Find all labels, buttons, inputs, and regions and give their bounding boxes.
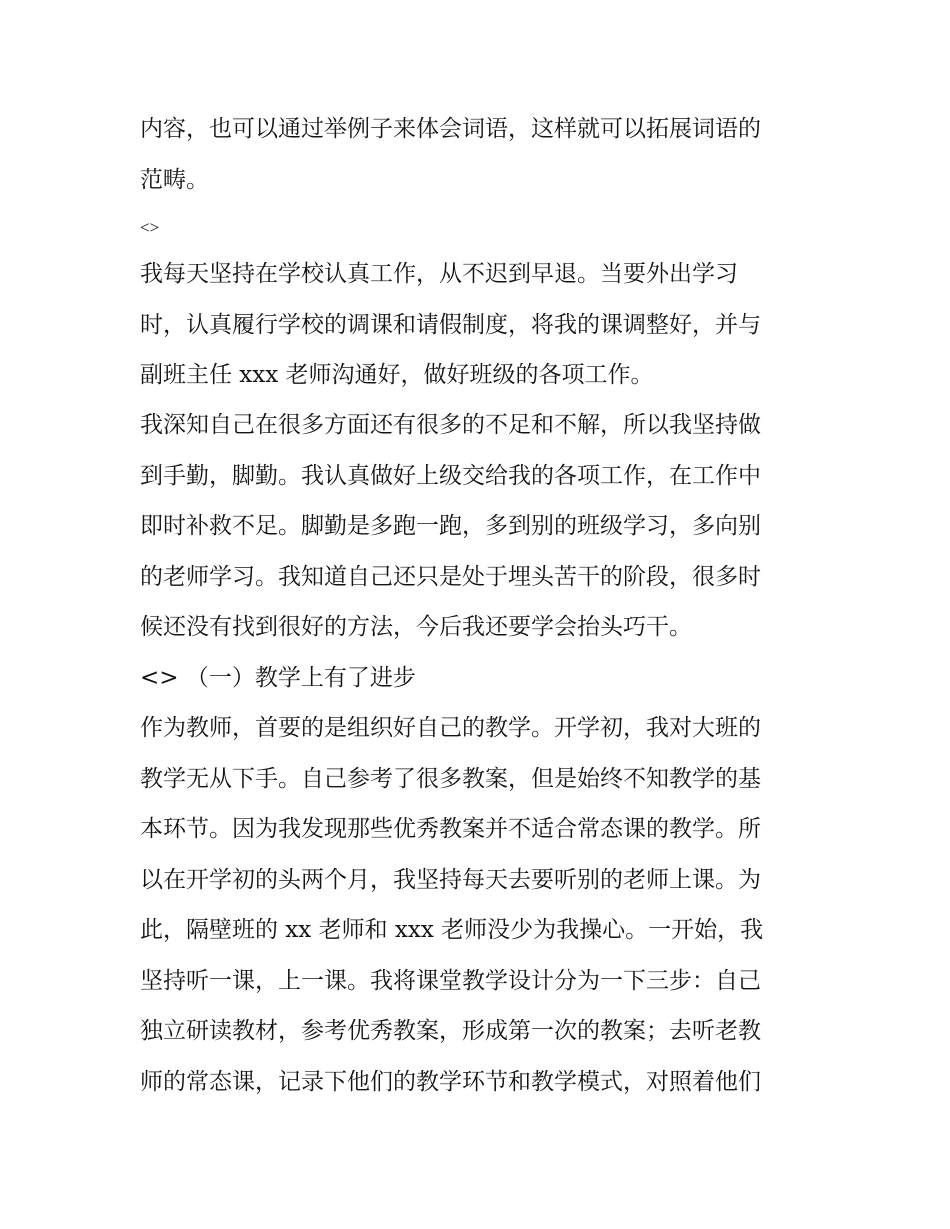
text-line: 时，认真履行学校的调课和请假制度，将我的课调整好，并与 xyxy=(140,312,761,338)
text-line: 到手勤，脚勤。我认真做好上级交给我的各项工作，在工作中 xyxy=(140,463,761,489)
section-heading: <> （一）教学上有了进步 xyxy=(140,665,416,691)
text-line: 独立研读教材，参考优秀教案，形成第一次的教案；去听老教 xyxy=(140,1018,761,1044)
text-line: 此，隔壁班的 xx 老师和 xxx 老师没少为我操心。一开始，我 xyxy=(140,917,764,943)
section-marker: <> xyxy=(140,218,160,237)
text-line: 我深知自己在很多方面还有很多的不足和不解，所以我坚持做 xyxy=(140,412,761,438)
text-line: 师的常态课，记录下他们的教学环节和教学模式，对照着他们 xyxy=(140,1069,761,1095)
text-line: 范畴。 xyxy=(140,167,209,193)
text-line: 本环节。因为我发现那些优秀教案并不适合常态课的教学。所 xyxy=(140,816,761,842)
text-line: 我每天坚持在学校认真工作，从不迟到早退。当要外出学习 xyxy=(140,261,738,287)
text-line: 教学无从下手。自己参考了很多教案，但是始终不知教学的基 xyxy=(140,766,761,792)
text-line: 即时补救不足。脚勤是多跑一跑，多到别的班级学习，多向别 xyxy=(140,513,761,539)
text-line: 以在开学初的头两个月，我坚持每天去要听别的老师上课。为 xyxy=(140,867,761,893)
text-line: 副班主任 xxx 老师沟通好，做好班级的各项工作。 xyxy=(140,362,654,388)
text-line: 候还没有找到很好的方法，今后我还要学会抬头巧干。 xyxy=(140,614,692,640)
text-line: 内容，也可以通过举例子来体会词语，这样就可以拓展词语的 xyxy=(140,116,761,142)
text-line: 的老师学习。我知道自己还只是处于埋头苦干的阶段，很多时 xyxy=(140,564,761,590)
text-line: 坚持听一课，上一课。我将课堂教学设计分为一下三步：自己 xyxy=(140,968,761,994)
text-line: 作为教师，首要的是组织好自己的教学。开学初，我对大班的 xyxy=(140,715,761,741)
